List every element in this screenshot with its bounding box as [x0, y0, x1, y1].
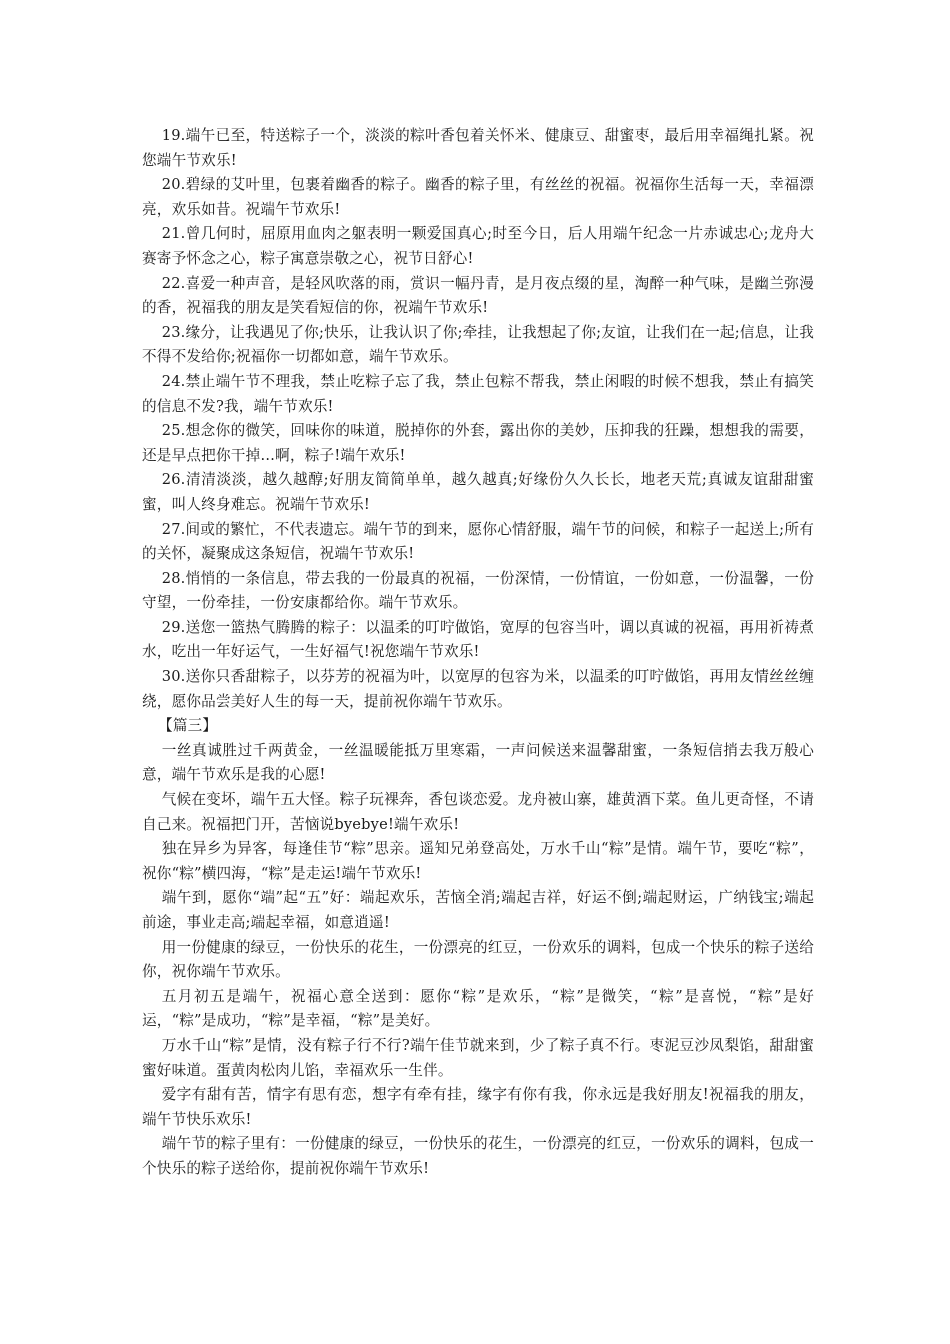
paragraph-item-20: 20.碧绿的艾叶里，包裹着幽香的粽子。幽香的粽子里，有丝丝的祝福。祝福你生活每一天，幸福漂亮，欢乐如昔。祝端午节欢乐! — [142, 176, 814, 218]
section-paragraph: 爱字有甜有苦，情字有思有恋，想字有牵有挂，缘字有你有我，你永远是我好朋友!祝福我的朋友，端午节快乐欢乐! — [142, 1086, 814, 1128]
section-paragraph: 五月初五是端午，祝福心意全送到：愿你“粽”是欢乐，“粽”是微笑，“粽”是喜悦，“粽”是好运，“粽”是成功，“粽”是幸福，“粽”是美好。 — [142, 987, 814, 1030]
section-heading: 【篇三】 — [158, 717, 218, 735]
paragraph-item-27: 27.间或的繁忙，不代表遗忘。端午节的到来，愿你心情舒服，端午节的问候，和粽子一起送上;所有的关怀，凝聚成这条短信，祝端午节欢乐! — [142, 520, 814, 563]
section-paragraph: 一丝真诚胜过千两黄金，一丝温暖能抵万里寒霜，一声问候送来温馨甜蜜，一条短信捎去我万般心意，端午节欢乐是我的心愿! — [142, 741, 814, 784]
paragraph-item-28: 28.悄悄的一条信息，带去我的一份最真的祝福，一份深情，一份情谊，一份如意，一份温馨，一份守望，一份牵挂，一份安康都给你。端午节欢乐。 — [142, 569, 814, 612]
paragraph-item-29: 29.送您一篮热气腾腾的粽子：以温柔的叮咛做馅，宽厚的包容当叶，调以真诚的祝福，再用祈祷煮水，吃出一年好运气，一生好福气!祝您端午节欢乐! — [142, 618, 814, 661]
paragraph-item-25: 25.想念你的微笑，回味你的味道，脱掉你的外套，露出你的美妙，压抑我的狂躁，想想我的需要，还是早点把你干掉…啊，粽子!端午欢乐! — [142, 422, 814, 464]
paragraph-item-23: 23.缘分，让我遇见了你;快乐，让我认识了你;牵挂，让我想起了你;友谊，让我们在一起;信息，让我不得不发给你;祝福你一切都如意，端午节欢乐。 — [142, 323, 814, 366]
section-paragraph: 端午节的粽子里有：一份健康的绿豆，一份快乐的花生，一份漂亮的红豆，一份欢乐的调料，包成一个快乐的粽子送给你，提前祝你端午节欢乐! — [142, 1135, 814, 1177]
paragraph-item-30: 30.送你只香甜粽子，以芬芳的祝福为叶，以宽厚的包容为米，以温柔的叮咛做馅，再用友情丝丝缠绕，愿你品尝美好人生的每一天，提前祝你端午节欢乐。 — [142, 668, 814, 710]
section-paragraph: 用一份健康的绿豆，一份快乐的花生，一份漂亮的红豆，一份欢乐的调料，包成一个快乐的粽子送给你，祝你端午节欢乐。 — [142, 938, 814, 981]
section-paragraph: 气候在变坏，端午五大怪。粽子玩裸奔，香包谈恋爱。龙舟被山寨，雄黄酒下菜。鱼儿更奇怪，不请自己来。祝福把门开，苦恼说byebye!端午欢乐! — [142, 791, 814, 833]
paragraph-item-22: 22.喜爱一种声音，是轻风吹落的雨，赏识一幅丹青，是月夜点缀的星，淘醉一种气味，是幽兰弥漫的香，祝福我的朋友是笑看短信的你，祝端午节欢乐! — [142, 274, 814, 317]
paragraph-item-26: 26.清清淡淡，越久越醇;好朋友简简单单，越久越真;好缘份久久长长，地老天荒;真诚友谊甜甜蜜蜜，叫人终身难忘。祝端午节欢乐! — [142, 471, 814, 513]
paragraph-item-24: 24.禁止端午节不理我，禁止吃粽子忘了我，禁止包粽不帮我，禁止闲暇的时候不想我，禁止有搞笑的信息不发?我，端午节欢乐! — [142, 372, 814, 415]
paragraph-item-19: 19.端午已至，特送粽子一个，淡淡的粽叶香包着关怀米、健康豆、甜蜜枣，最后用幸福绳扎紧。祝您端午节欢乐! — [142, 127, 814, 169]
section-paragraph: 万水千山“粽”是情，没有粽子行不行?端午佳节就来到，少了粽子真不行。枣泥豆沙凤梨馅，甜甜蜜蜜好味道。蛋黄肉松肉儿馅，幸福欢乐一生伴。 — [142, 1036, 814, 1079]
document-body — [142, 124, 814, 1182]
section-paragraph: 独在异乡为异客，每逢佳节“粽”思亲。遥知兄弟登高处，万水千山“粽”是情。端午节，要吃“粽”，祝你“粽”横四海，“粽”是走运!端午节欢乐! — [142, 840, 814, 882]
section-paragraph: 端午到，愿你“端”起“五”好：端起欢乐，苦恼全消;端起吉祥，好运不倒;端起财运，广纳钱宝;端起前途，事业走高;端起幸福，如意逍遥! — [142, 889, 814, 931]
paragraph-item-21: 21.曾几何时，屈原用血肉之躯表明一颗爱国真心;时至今日，后人用端午纪念一片赤诚忠心;龙舟大赛寄予怀念之心，粽子寓意崇敬之心，祝节日舒心! — [142, 225, 814, 267]
